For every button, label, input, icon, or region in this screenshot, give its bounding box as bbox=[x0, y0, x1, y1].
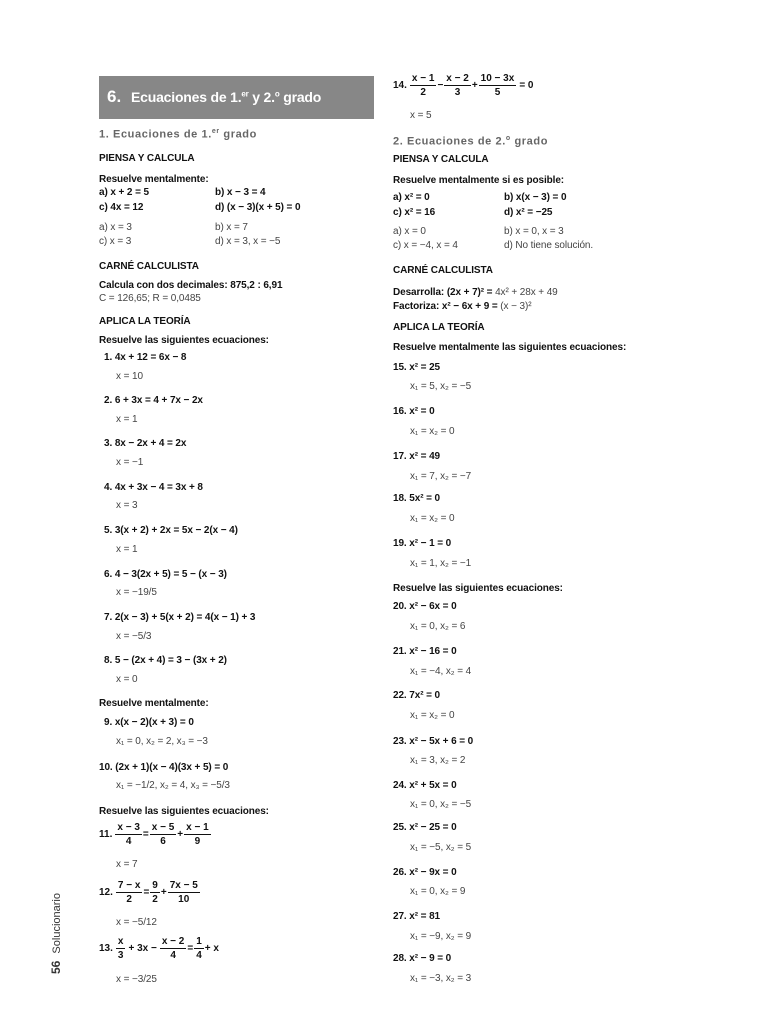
solution-2: x = 1 bbox=[116, 414, 138, 425]
exercise-18: 18. 5x² = 0 bbox=[393, 493, 440, 504]
solution-8: x = 0 bbox=[116, 674, 138, 685]
solution-23: x₁ = 3, x₂ = 2 bbox=[410, 755, 466, 766]
answer-c-2: c) x = −4, x = 4 bbox=[393, 240, 458, 251]
answer-d-2: d) No tiene solución. bbox=[504, 240, 594, 251]
exercise-8: 8. 5 − (2x + 4) = 3 − (3x + 2) bbox=[104, 655, 227, 666]
exercise-20: 20. x² − 6x = 0 bbox=[393, 601, 457, 612]
solution-5: x = 1 bbox=[116, 544, 138, 555]
exercise-7: 7. 2(x − 3) + 5(x + 2) = 4(x − 1) + 3 bbox=[104, 612, 256, 623]
exercise-5: 5. 3(x + 2) + 2x = 5x − 2(x − 4) bbox=[104, 525, 238, 536]
solution-11: x = 7 bbox=[116, 859, 138, 870]
question-c: c) 4x = 12 bbox=[99, 202, 144, 213]
solution-21: x₁ = −4, x₂ = 4 bbox=[410, 666, 472, 677]
chapter-number: 6. bbox=[107, 87, 122, 106]
exercise-13: 13. $\frac{x}{3}$ + 3x − $\frac{x - 2}{4}$ = $\frac{1}{4}$ + x bbox=[99, 936, 219, 961]
solution-4: x = 3 bbox=[116, 500, 138, 511]
exercise-28: 28. x² − 9 = 0 bbox=[393, 953, 452, 964]
exercise-22: 22. 7x² = 0 bbox=[393, 690, 440, 701]
section-title-2: 2. Ecuaciones de 2.$^o$ grado bbox=[393, 135, 549, 148]
page-number: 56 bbox=[49, 960, 63, 974]
exercise-10: 10. (2x + 1)(x − 4)(3x + 5) = 0 bbox=[99, 762, 229, 773]
solution-26: x₁ = 0, x₂ = 9 bbox=[410, 886, 466, 897]
chapter-title: Ecuaciones de 1.$^{er}$ y 2.$^o$ grado bbox=[131, 89, 322, 105]
solution-20: x₁ = 0, x₂ = 6 bbox=[410, 621, 466, 632]
solution-6: x = −19/5 bbox=[116, 587, 157, 598]
question-a: a) x + 2 = 5 bbox=[99, 187, 149, 198]
carne-heading-2: CARNÉ CALCULISTA bbox=[393, 265, 493, 276]
answer-b: b) x = 7 bbox=[215, 222, 248, 233]
exercise-25: 25. x² − 25 = 0 bbox=[393, 822, 457, 833]
aplica-heading-2: APLICA LA TEORÍA bbox=[393, 322, 485, 333]
resuelve-siguientes-3: Resuelve las siguientes ecuaciones: bbox=[393, 583, 563, 594]
question-d: d) (x − 3)(x + 5) = 0 bbox=[215, 202, 301, 213]
exercise-6: 6. 4 − 3(2x + 5) = 5 − (x − 3) bbox=[104, 569, 227, 580]
solution-1: x = 10 bbox=[116, 371, 143, 382]
exercise-12: 12. $\frac{7 - x}{2}$ = $\frac{9}{2}$ + $\frac{7x - 5}{10}$ bbox=[99, 880, 198, 905]
page-section-label: Solucionario bbox=[51, 893, 63, 954]
exercise-16: 16. x² = 0 bbox=[393, 406, 435, 417]
exercise-3: 3. 8x − 2x + 4 = 2x bbox=[104, 438, 187, 449]
solution-12: x = −5/12 bbox=[116, 917, 157, 928]
solution-24: x₁ = 0, x₂ = −5 bbox=[410, 799, 472, 810]
question-a-2: a) x² = 0 bbox=[393, 192, 430, 203]
solution-28: x₁ = −3, x₂ = 3 bbox=[410, 973, 472, 984]
question-c-2: c) x² = 16 bbox=[393, 207, 436, 218]
exercise-23: 23. x² − 5x + 6 = 0 bbox=[393, 736, 474, 747]
solution-15: x₁ = 5, x₂ = −5 bbox=[410, 381, 472, 392]
resuelve-mental-2: Resuelve mentalmente: bbox=[99, 698, 209, 709]
question-b-2: b) x(x − 3) = 0 bbox=[504, 192, 567, 203]
answer-c: c) x = 3 bbox=[99, 236, 132, 247]
exercise-24: 24. x² + 5x = 0 bbox=[393, 780, 457, 791]
answer-d: d) x = 3, x = −5 bbox=[215, 236, 281, 247]
exercise-9: 9. x(x − 2)(x + 3) = 0 bbox=[104, 717, 194, 728]
solution-27: x₁ = −9, x₂ = 9 bbox=[410, 931, 472, 942]
solution-13: x = −3/25 bbox=[116, 974, 157, 985]
solution-7: x = −5/3 bbox=[116, 631, 152, 642]
resuelve-mental-siguientes: Resuelve mentalmente las siguientes ecuaciones: bbox=[393, 342, 627, 353]
answer-a-2: a) x = 0 bbox=[393, 226, 426, 237]
solution-22: x₁ = x₂ = 0 bbox=[410, 710, 455, 721]
question-b: b) x − 3 = 4 bbox=[215, 187, 266, 198]
solution-14: x = 5 bbox=[410, 110, 432, 121]
solution-18: x₁ = x₂ = 0 bbox=[410, 513, 455, 524]
resuelve-si-posible: Resuelve mentalmente si es posible: bbox=[393, 175, 565, 186]
carne-question: Calcula con dos decimales: 875,2 : 6,91 bbox=[99, 280, 283, 291]
answer-b-2: b) x = 0, x = 3 bbox=[504, 226, 564, 237]
resuelve-siguientes: Resuelve las siguientes ecuaciones: bbox=[99, 335, 269, 346]
exercise-11: 11. $\frac{x - 3}{4}$ = $\frac{x - 5}{6}$ + $\frac{x - 1}{9}$ bbox=[99, 822, 209, 847]
exercise-2: 2. 6 + 3x = 4 + 7x − 2x bbox=[104, 395, 203, 406]
piensa-heading: PIENSA Y CALCULA bbox=[99, 153, 195, 164]
resuelve-siguientes-2: Resuelve las siguientes ecuaciones: bbox=[99, 806, 269, 817]
solution-16: x₁ = x₂ = 0 bbox=[410, 426, 455, 437]
solution-17: x₁ = 7, x₂ = −7 bbox=[410, 471, 472, 482]
piensa-heading-2: PIENSA Y CALCULA bbox=[393, 154, 489, 165]
desarrolla-line: Desarrolla: (2x + 7)² = 4x² + 28x + 49 bbox=[393, 287, 558, 298]
exercise-4: 4. 4x + 3x − 4 = 3x + 8 bbox=[104, 482, 203, 493]
chapter-banner bbox=[99, 76, 374, 119]
exercise-27: 27. x² = 81 bbox=[393, 911, 440, 922]
answer-a: a) x = 3 bbox=[99, 222, 132, 233]
solution-3: x = −1 bbox=[116, 457, 144, 468]
solution-19: x₁ = 1, x₂ = −1 bbox=[410, 558, 472, 569]
exercise-1: 1. 4x + 12 = 6x − 8 bbox=[104, 352, 187, 363]
solution-9: x₁ = 0, x₂ = 2, x₃ = −3 bbox=[116, 736, 208, 747]
question-d-2: d) x² = −25 bbox=[504, 207, 553, 218]
solution-25: x₁ = −5, x₂ = 5 bbox=[410, 842, 472, 853]
carne-answer: C = 126,65; R = 0,0485 bbox=[99, 293, 201, 304]
exercise-14: 14. $\frac{x - 1}{2}$ − $\frac{x - 2}{3}$ + $\frac{10 - 3x}{5}$ = 0 bbox=[393, 73, 534, 98]
exercise-17: 17. x² = 49 bbox=[393, 451, 440, 462]
carne-heading: CARNÉ CALCULISTA bbox=[99, 261, 199, 272]
exercise-26: 26. x² − 9x = 0 bbox=[393, 867, 457, 878]
factoriza-line: Factoriza: x² − 6x + 9 = (x − 3)² bbox=[393, 301, 532, 312]
page-footer-vertical bbox=[49, 893, 63, 974]
exercise-19: 19. x² − 1 = 0 bbox=[393, 538, 452, 549]
solution-10: x₁ = −1/2, x₂ = 4, x₃ = −5/3 bbox=[116, 780, 230, 791]
aplica-heading: APLICA LA TEORÍA bbox=[99, 316, 191, 327]
exercise-21: 21. x² − 16 = 0 bbox=[393, 646, 457, 657]
exercise-15: 15. x² = 25 bbox=[393, 362, 440, 373]
section-title-1: 1. Ecuaciones de 1.$^{er}$ grado bbox=[99, 128, 257, 141]
resuelve-mental-text: Resuelve mentalmente: bbox=[99, 174, 209, 185]
